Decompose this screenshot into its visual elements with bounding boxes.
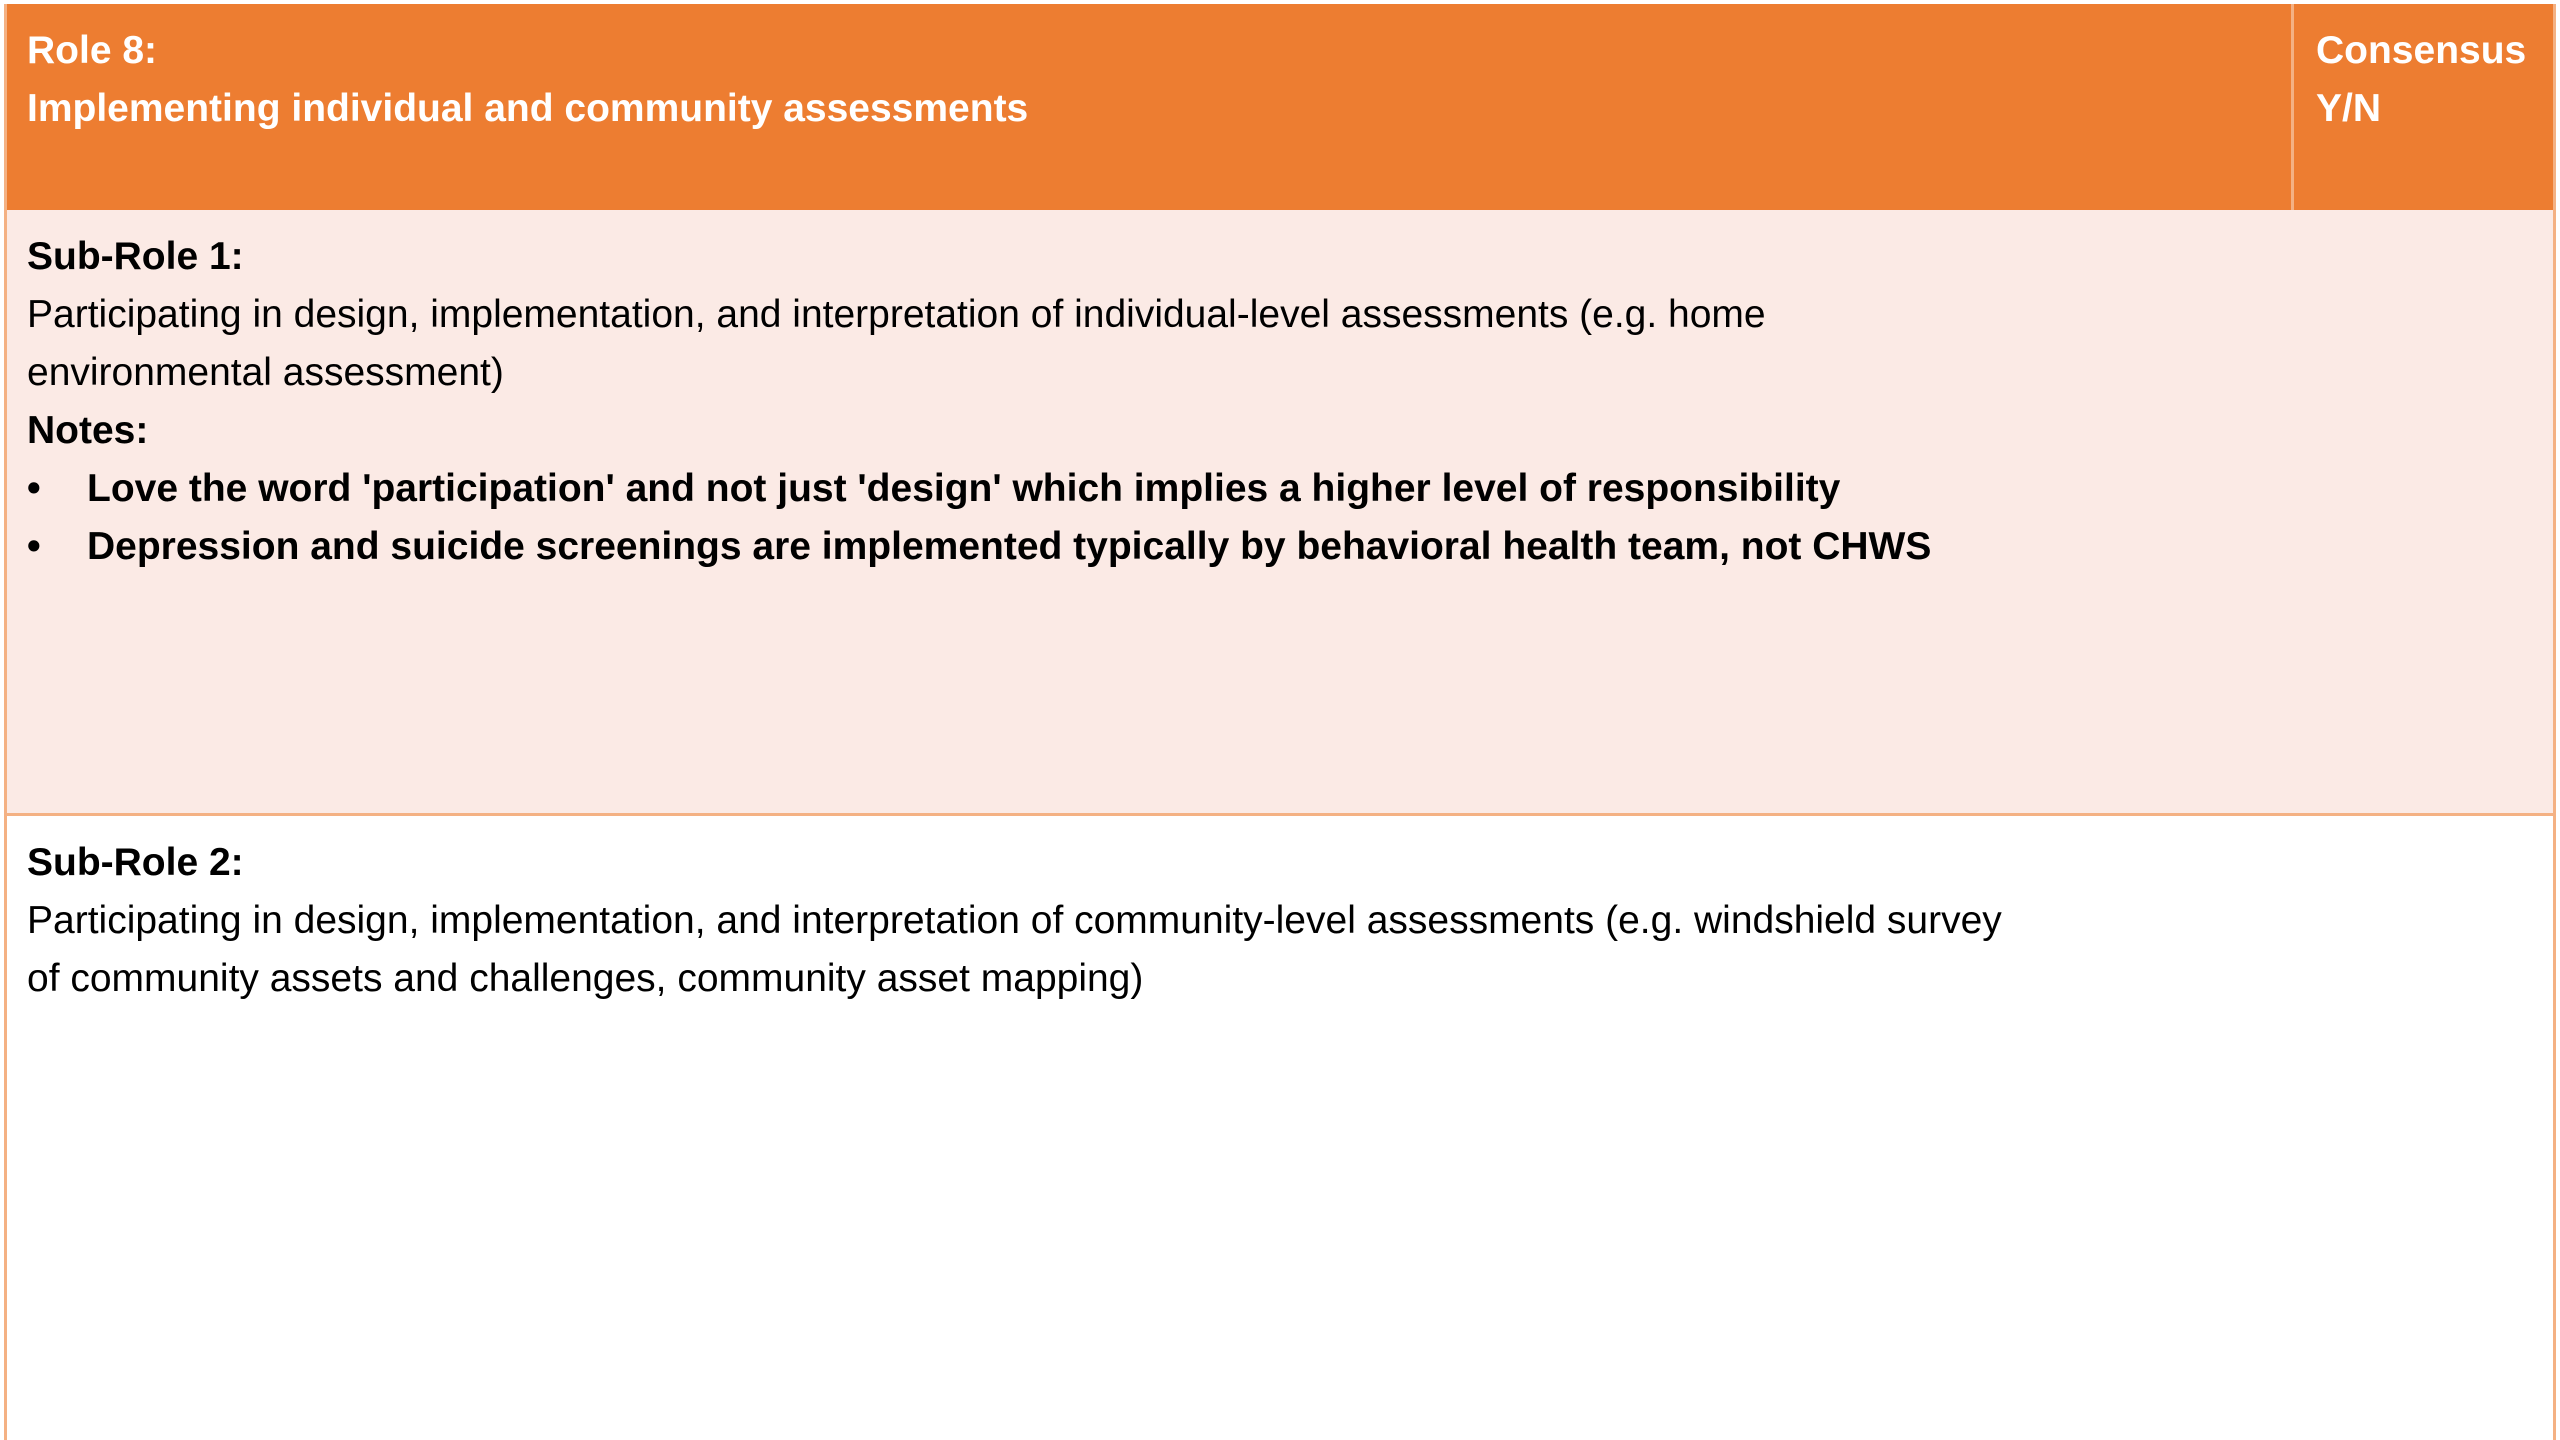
- sub-role-1-label: Sub-Role 1:: [27, 235, 244, 278]
- sub-role-1-description-line-1: Participating in design, implementation, and interpretation of individual-level assessments (e.g. home: [27, 293, 1766, 336]
- bullet-icon: •: [27, 467, 41, 510]
- note-item: [27, 518, 2533, 576]
- note-text: Depression and suicide screenings are implemented typically by behavioral health team, not CHWS: [87, 525, 1932, 568]
- consensus-value: Y/N: [2316, 87, 2382, 130]
- sub-role-1-description-line-2: environmental assessment): [27, 351, 504, 394]
- sub-role-2-row: [7, 816, 2553, 1440]
- sub-role-1-row: [7, 210, 2553, 816]
- roles-table: [4, 4, 2556, 1440]
- notes-label: Notes:: [27, 409, 149, 452]
- sub-role-2-description-line-2: of community assets and challenges, community asset mapping): [27, 957, 1144, 1000]
- consensus-label: Consensus: [2316, 29, 2527, 72]
- consensus-header-cell: [2294, 4, 2553, 210]
- table-header-row: [7, 4, 2553, 210]
- notes-list: [27, 460, 2533, 576]
- note-text: Love the word 'participation' and not just 'design' which implies a higher level of responsibility: [87, 467, 1841, 510]
- note-item: [27, 460, 2533, 518]
- sub-role-2-label: Sub-Role 2:: [27, 841, 244, 884]
- role-title: Implementing individual and community assessments: [27, 87, 1029, 130]
- sub-role-2-description-line-1: Participating in design, implementation, and interpretation of community-level assessments (e.g. windshield survey: [27, 899, 2002, 942]
- role-label: Role 8:: [27, 29, 158, 72]
- bullet-icon: •: [27, 525, 41, 568]
- role-header-cell: [7, 4, 2294, 210]
